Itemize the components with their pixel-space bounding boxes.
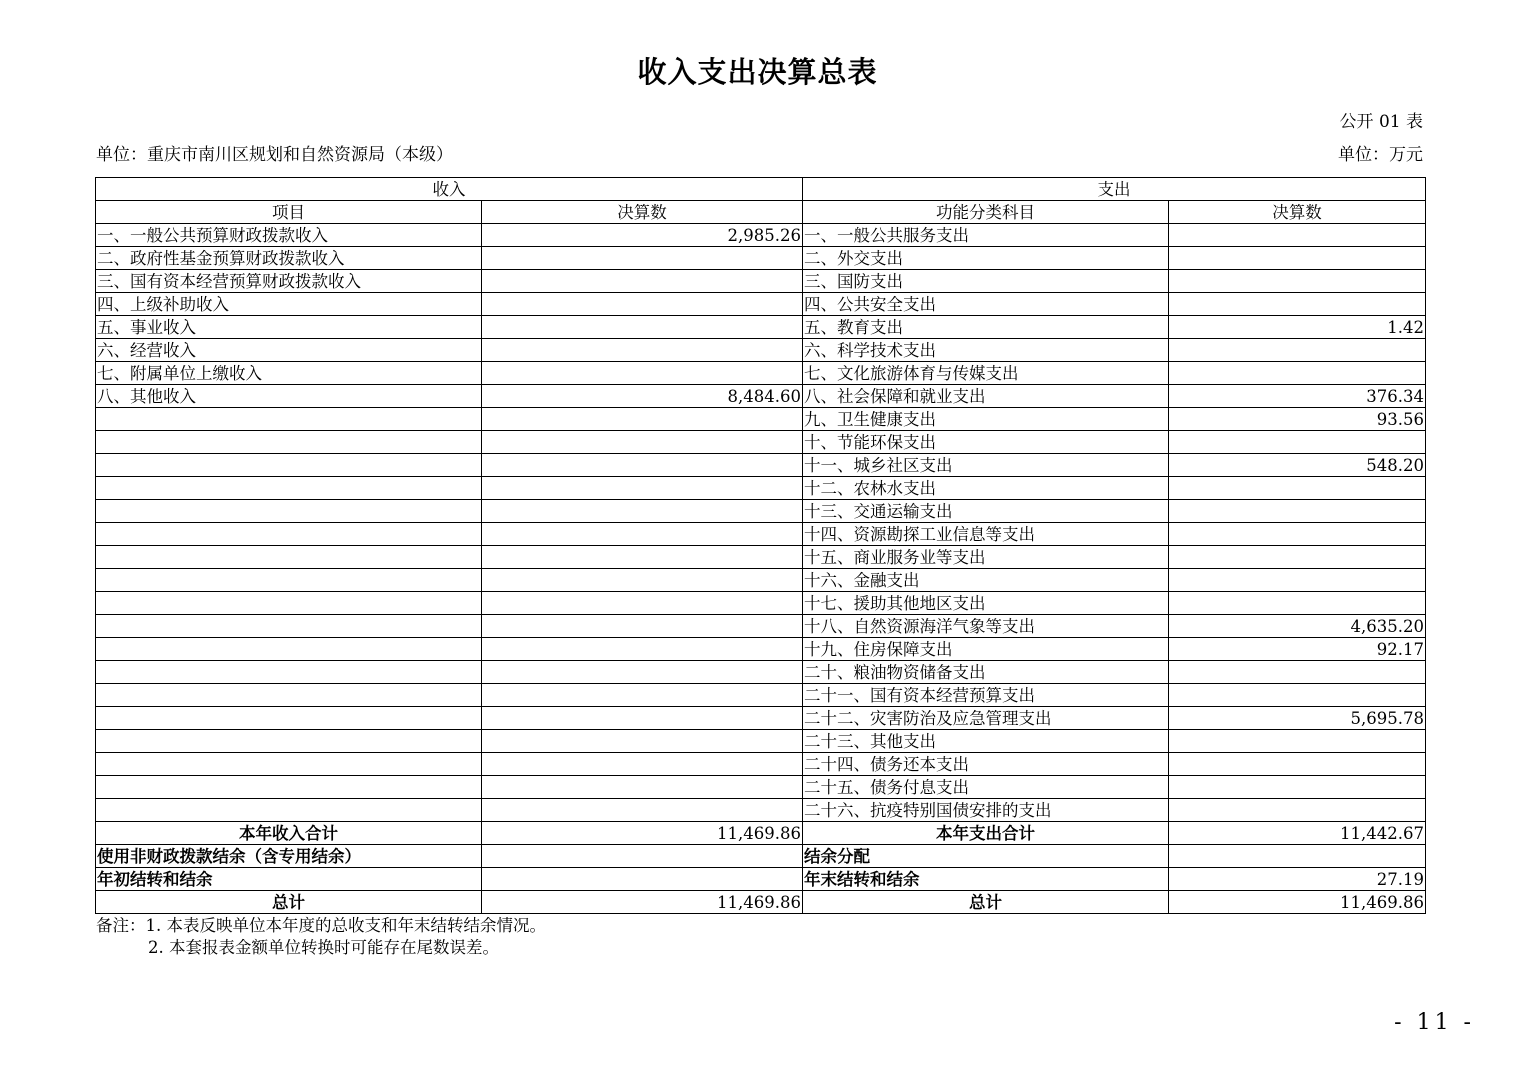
income-item-cell [96, 569, 482, 592]
table-row [96, 500, 1426, 523]
income-item-cell [96, 707, 482, 730]
table-row [96, 799, 1426, 822]
summary-row [96, 845, 1426, 868]
expense-amount-cell [1169, 776, 1426, 799]
expense-item-cell: 二十六、抗疫特别国债安排的支出 [803, 799, 1169, 822]
expense-amount-cell [1169, 799, 1426, 822]
table-row [96, 776, 1426, 799]
expense-amount-cell: 4,635.20 [1169, 615, 1426, 638]
income-item-cell [96, 546, 482, 569]
note-line-2: 2. 本套报表金额单位转换时可能存在尾数误差。 [148, 938, 499, 957]
expense-item-cell: 二、外交支出 [803, 247, 1169, 270]
income-item-cell [96, 638, 482, 661]
amount2-header: 决算数 [1169, 201, 1426, 224]
income-amount-cell [482, 615, 803, 638]
expense-amount-cell [1169, 546, 1426, 569]
nonfiscal-label: 使用非财政拨款结余（含专用结余） [96, 845, 482, 868]
currency-unit: 单位：万元 [1338, 145, 1423, 165]
expense-amount-cell [1169, 224, 1426, 247]
expense-amount-cell: 92.17 [1169, 638, 1426, 661]
income-amount-cell [482, 753, 803, 776]
income-amount-cell [482, 730, 803, 753]
income-amount-cell [482, 707, 803, 730]
income-item-cell [96, 730, 482, 753]
expense-amount-cell [1169, 753, 1426, 776]
grand-total-expense-label: 总计 [803, 891, 1169, 914]
notes [96, 915, 546, 959]
expense-amount-cell [1169, 661, 1426, 684]
expense-amount-cell [1169, 569, 1426, 592]
income-amount-cell [482, 408, 803, 431]
table-row [96, 546, 1426, 569]
income-total-value: 11,469.86 [482, 822, 803, 845]
income-amount-cell [482, 592, 803, 615]
expense-item-cell: 十八、自然资源海洋气象等支出 [803, 615, 1169, 638]
expense-item-cell: 十九、住房保障支出 [803, 638, 1169, 661]
income-amount-cell [482, 293, 803, 316]
expense-amount-cell [1169, 362, 1426, 385]
income-item-cell: 三、国有资本经营预算财政拨款收入 [96, 270, 482, 293]
income-header: 收入 [96, 178, 803, 201]
income-amount-cell [482, 661, 803, 684]
income-amount-cell [482, 684, 803, 707]
table-row [96, 707, 1426, 730]
expense-amount-cell [1169, 500, 1426, 523]
income-item-cell [96, 592, 482, 615]
nonfiscal-value [482, 845, 803, 868]
income-item-cell: 四、上级补助收入 [96, 293, 482, 316]
income-item-cell [96, 684, 482, 707]
table-row [96, 270, 1426, 293]
expense-amount-cell: 1.42 [1169, 316, 1426, 339]
expense-item-cell: 十二、农林水支出 [803, 477, 1169, 500]
expense-amount-cell: 93.56 [1169, 408, 1426, 431]
income-amount-cell [482, 247, 803, 270]
begin-carryover-value [482, 868, 803, 891]
income-amount-cell [482, 638, 803, 661]
income-item-cell [96, 408, 482, 431]
income-item-cell [96, 799, 482, 822]
surplus-distribution-value [1169, 845, 1426, 868]
income-amount-cell [482, 500, 803, 523]
expense-amount-cell [1169, 684, 1426, 707]
table-row [96, 523, 1426, 546]
note-line-1: 备注：1. 本表反映单位本年度的总收支和年末结转结余情况。 [96, 916, 546, 935]
expense-item-cell: 二十五、债务付息支出 [803, 776, 1169, 799]
form-number: 公开 01 表 [1339, 112, 1423, 132]
table-row [96, 224, 1426, 247]
income-item-cell [96, 454, 482, 477]
expense-item-cell: 十三、交通运输支出 [803, 500, 1169, 523]
expense-amount-cell: 5,695.78 [1169, 707, 1426, 730]
table-row [96, 477, 1426, 500]
expense-header: 支出 [803, 178, 1426, 201]
income-item-cell [96, 500, 482, 523]
table-row [96, 730, 1426, 753]
expense-item-cell: 九、卫生健康支出 [803, 408, 1169, 431]
table-row [96, 753, 1426, 776]
expense-item-cell: 二十四、债务还本支出 [803, 753, 1169, 776]
income-amount-cell [482, 454, 803, 477]
income-amount-cell [482, 546, 803, 569]
end-carryover-value: 27.19 [1169, 868, 1426, 891]
income-item-cell [96, 753, 482, 776]
table-row [96, 247, 1426, 270]
income-amount-cell [482, 799, 803, 822]
expense-amount-cell [1169, 247, 1426, 270]
expense-item-cell: 四、公共安全支出 [803, 293, 1169, 316]
expense-item-cell: 八、社会保障和就业支出 [803, 385, 1169, 408]
table-subheader-row [96, 201, 1426, 224]
grand-total-income-value: 11,469.86 [482, 891, 803, 914]
expense-amount-cell [1169, 523, 1426, 546]
table-row [96, 316, 1426, 339]
summary-row [96, 822, 1426, 845]
expense-item-cell: 十七、援助其他地区支出 [803, 592, 1169, 615]
income-item-cell: 七、附属单位上缴收入 [96, 362, 482, 385]
income-amount-cell [482, 270, 803, 293]
page-number: - 11 - [1394, 1010, 1475, 1035]
income-item-cell [96, 523, 482, 546]
income-amount-cell [482, 776, 803, 799]
item-header: 项目 [96, 201, 482, 224]
expense-item-cell: 十六、金融支出 [803, 569, 1169, 592]
income-item-cell: 一、一般公共预算财政拨款收入 [96, 224, 482, 247]
expense-item-cell: 六、科学技术支出 [803, 339, 1169, 362]
table-row [96, 661, 1426, 684]
expense-item-cell: 十一、城乡社区支出 [803, 454, 1169, 477]
table-row [96, 362, 1426, 385]
amount-header: 决算数 [482, 201, 803, 224]
expense-amount-cell [1169, 339, 1426, 362]
income-item-cell: 五、事业收入 [96, 316, 482, 339]
expense-amount-cell: 548.20 [1169, 454, 1426, 477]
table-row [96, 339, 1426, 362]
grand-total-income-label: 总计 [96, 891, 482, 914]
report-title: 收入支出决算总表 [637, 55, 878, 89]
expense-item-cell: 五、教育支出 [803, 316, 1169, 339]
expense-amount-cell: 376.34 [1169, 385, 1426, 408]
expense-item-cell: 十、节能环保支出 [803, 431, 1169, 454]
expense-amount-cell [1169, 592, 1426, 615]
income-amount-cell: 8,484.60 [482, 385, 803, 408]
income-amount-cell [482, 431, 803, 454]
expense-item-cell: 二十、粮油物资储备支出 [803, 661, 1169, 684]
end-carryover-label: 年末结转和结余 [803, 868, 1169, 891]
reporting-unit: 单位：重庆市南川区规划和自然资源局（本级） [96, 145, 453, 165]
table-row [96, 454, 1426, 477]
income-item-cell: 二、政府性基金预算财政拨款收入 [96, 247, 482, 270]
income-amount-cell [482, 569, 803, 592]
func-item-header: 功能分类科目 [803, 201, 1169, 224]
table-row [96, 385, 1426, 408]
table-header-row [96, 178, 1426, 201]
expense-amount-cell [1169, 293, 1426, 316]
income-amount-cell: 2,985.26 [482, 224, 803, 247]
income-item-cell: 六、经营收入 [96, 339, 482, 362]
income-item-cell [96, 776, 482, 799]
expense-item-cell: 二十一、国有资本经营预算支出 [803, 684, 1169, 707]
expense-amount-cell [1169, 730, 1426, 753]
income-item-cell: 八、其他收入 [96, 385, 482, 408]
expense-item-cell: 十五、商业服务业等支出 [803, 546, 1169, 569]
expense-total-value: 11,442.67 [1169, 822, 1426, 845]
summary-row [96, 891, 1426, 914]
budget-summary-table [95, 177, 1426, 914]
expense-item-cell: 二十二、灾害防治及应急管理支出 [803, 707, 1169, 730]
income-amount-cell [482, 316, 803, 339]
table-row [96, 592, 1426, 615]
expense-amount-cell [1169, 431, 1426, 454]
table-row [96, 684, 1426, 707]
income-item-cell [96, 615, 482, 638]
table-row [96, 408, 1426, 431]
table-row [96, 431, 1426, 454]
expense-item-cell: 一、一般公共服务支出 [803, 224, 1169, 247]
expense-amount-cell [1169, 270, 1426, 293]
grand-total-expense-value: 11,469.86 [1169, 891, 1426, 914]
begin-carryover-label: 年初结转和结余 [96, 868, 482, 891]
expense-item-cell: 十四、资源勘探工业信息等支出 [803, 523, 1169, 546]
income-amount-cell [482, 362, 803, 385]
income-amount-cell [482, 523, 803, 546]
expense-item-cell: 二十三、其他支出 [803, 730, 1169, 753]
table-row [96, 638, 1426, 661]
expense-amount-cell [1169, 477, 1426, 500]
summary-row [96, 868, 1426, 891]
expense-total-label: 本年支出合计 [803, 822, 1169, 845]
income-amount-cell [482, 339, 803, 362]
income-amount-cell [482, 477, 803, 500]
income-total-label: 本年收入合计 [96, 822, 482, 845]
table-row [96, 293, 1426, 316]
surplus-distribution-label: 结余分配 [803, 845, 1169, 868]
expense-item-cell: 三、国防支出 [803, 270, 1169, 293]
income-item-cell [96, 661, 482, 684]
income-item-cell [96, 477, 482, 500]
table-row [96, 569, 1426, 592]
income-item-cell [96, 431, 482, 454]
table-row [96, 615, 1426, 638]
expense-item-cell: 七、文化旅游体育与传媒支出 [803, 362, 1169, 385]
